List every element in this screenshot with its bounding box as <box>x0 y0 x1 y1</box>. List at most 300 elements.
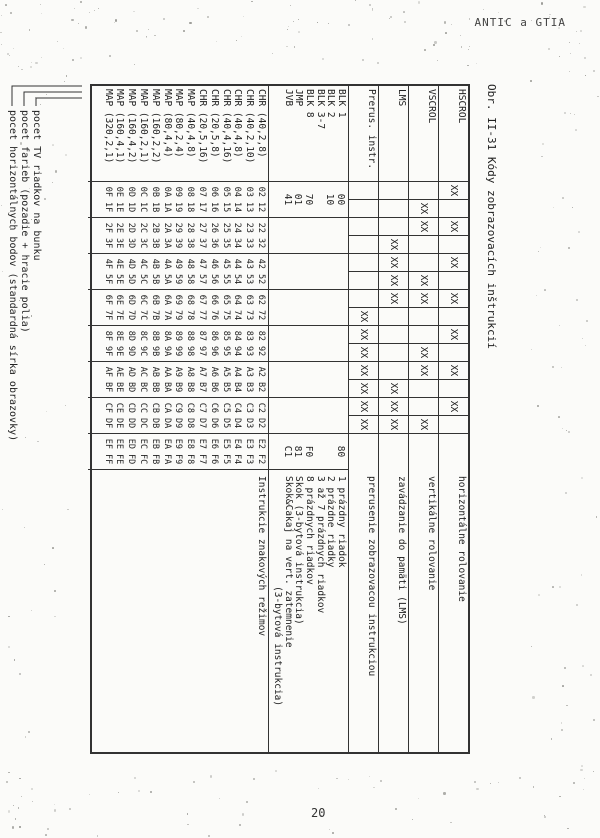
mode-code: 84 94 <box>232 330 243 357</box>
noise-speck <box>208 835 210 837</box>
noise-speck <box>586 320 588 322</box>
noise-speck <box>584 57 585 58</box>
blank-code <box>303 254 314 289</box>
noise-speck <box>551 738 553 740</box>
noise-speck <box>538 251 539 252</box>
noise-speck <box>109 55 111 57</box>
noise-speck <box>561 367 562 368</box>
mode-row-label: MAP (40,4,8) <box>185 89 197 158</box>
bit-cell: XX <box>439 398 468 416</box>
mode-code: 29 39 <box>173 222 184 249</box>
mode-code: E6 F6 <box>208 438 219 465</box>
mode-code: EF FF <box>102 438 113 465</box>
mode-code: 64 74 <box>232 294 243 321</box>
noise-speck <box>575 129 577 131</box>
noise-speck <box>498 782 499 783</box>
bit-cell: XX <box>409 344 438 362</box>
noise-speck <box>559 325 560 326</box>
blank-code <box>293 254 304 289</box>
noise-speck <box>562 685 564 687</box>
noise-speck <box>558 416 560 418</box>
noise-speck <box>572 207 573 208</box>
noise-speck <box>134 777 136 779</box>
noise-speck <box>583 6 585 8</box>
noise-speck <box>445 32 447 34</box>
mode-code: A5 B5 <box>220 366 231 393</box>
page-header: ANTIC a GTIA <box>474 16 566 29</box>
blank-description-line: 1 prázdny riadok <box>336 476 347 568</box>
noise-speck <box>390 16 392 18</box>
noise-speck <box>576 299 578 301</box>
mode-code-column <box>88 218 268 254</box>
mode-code: 8F 9F <box>102 330 113 357</box>
noise-speck <box>18 66 19 67</box>
mode-code: 67 77 <box>197 294 208 321</box>
blank-code <box>335 326 346 361</box>
rotated-figure <box>7 84 498 754</box>
blank-code <box>293 326 304 361</box>
prerus-description: prerusenie zobrazovacou instrukciou <box>366 476 377 677</box>
noise-speck <box>47 828 49 830</box>
bit-cell <box>379 308 408 326</box>
noise-speck <box>424 49 426 51</box>
mode-code-column <box>88 182 268 218</box>
mode-code: EA FA <box>161 438 172 465</box>
noise-speck <box>293 21 294 22</box>
noise-speck <box>580 30 582 32</box>
vscrol-description: vertikálne rolovanie <box>426 476 437 591</box>
mode-code: C3 D3 <box>244 402 255 429</box>
blank-description-line: 8 prázdnych riadkov <box>303 476 315 585</box>
noise-speck <box>15 818 16 819</box>
mode-code: 08 18 <box>185 186 196 213</box>
bit-cell <box>349 254 378 272</box>
blank-code <box>293 398 304 433</box>
noise-speck <box>114 22 115 23</box>
noise-speck <box>253 778 255 780</box>
noise-speck <box>31 788 32 789</box>
noise-speck <box>85 26 87 28</box>
mode-row-label: MAP (160,4,2) <box>126 89 138 164</box>
bit-cell <box>409 398 438 416</box>
blank-code-column <box>269 290 348 326</box>
noise-speck <box>404 21 406 23</box>
noise-speck <box>251 1 253 3</box>
noise-speck <box>288 26 290 28</box>
noise-speck <box>567 828 569 830</box>
bit-cell: XX <box>409 416 438 434</box>
mode-code: 06 16 <box>208 186 219 213</box>
noise-speck <box>573 782 574 783</box>
mode-code: 6A 7A <box>161 294 172 321</box>
noise-speck <box>561 722 562 723</box>
bit-cell: XX <box>349 380 378 398</box>
blank-code <box>325 218 336 253</box>
mode-code: AA BA <box>161 366 172 393</box>
noise-speck <box>64 81 65 82</box>
blank-code: F0 <box>302 445 314 458</box>
noise-speck <box>584 778 585 779</box>
bit-cell <box>439 236 468 254</box>
bit-cell: XX <box>349 344 378 362</box>
noise-speck <box>585 75 586 76</box>
noise-speck <box>568 431 570 433</box>
mode-row-label: CHR (40,4,8) <box>232 89 244 158</box>
mode-code: EB FB <box>149 438 160 465</box>
blank-code <box>303 398 314 433</box>
blank-row-label: BLK 2 <box>325 89 337 118</box>
noise-speck <box>469 46 470 47</box>
bit-cell <box>409 326 438 344</box>
noise-speck <box>294 46 296 48</box>
mode-code: 2D 3D <box>126 222 137 249</box>
noise-speck <box>389 18 390 19</box>
bit-cell <box>349 236 378 254</box>
bit-cell: XX <box>349 326 378 344</box>
mode-code: 24 34 <box>232 222 243 249</box>
mode-code: 65 75 <box>220 294 231 321</box>
noise-speck <box>569 42 570 43</box>
mode-code: EC FC <box>138 438 149 465</box>
mode-code: 68 78 <box>185 294 196 321</box>
noise-speck <box>476 788 478 790</box>
blank-code: 01 <box>292 193 304 206</box>
mode-code: 8E 9E <box>114 330 125 357</box>
mode-code: E9 F9 <box>173 438 184 465</box>
noise-speck <box>138 790 140 792</box>
noise-speck <box>355 0 356 1</box>
mode-code: 4A 5A <box>161 258 172 285</box>
noise-speck <box>328 23 329 24</box>
noise-speck <box>564 112 566 114</box>
mode-code: 4F 5F <box>102 258 113 285</box>
noise-speck <box>469 18 471 20</box>
blank-code <box>314 290 325 325</box>
noise-speck <box>372 10 373 11</box>
noise-speck <box>193 781 195 783</box>
noise-speck <box>98 8 99 9</box>
blank-code <box>314 362 325 397</box>
blank-code <box>335 218 346 253</box>
blank-description-line: 2 prázdne riadky <box>325 476 337 568</box>
noise-speck <box>133 11 135 13</box>
bit-cell: XX <box>439 362 468 380</box>
noise-speck <box>241 36 242 37</box>
mode-code: 0C 1C <box>138 186 149 213</box>
noise-speck <box>498 12 499 13</box>
mode-code: EE FE <box>114 438 125 465</box>
hscrol-label: HSCROL <box>439 86 468 182</box>
mode-code: 04 14 <box>232 186 243 213</box>
blank-code <box>325 434 336 469</box>
mode-row-label: CHR (20,5,8) <box>208 89 220 158</box>
blank-code <box>282 362 293 397</box>
mode-code-column <box>88 290 268 326</box>
mode-code: 89 99 <box>173 330 184 357</box>
mode-code: C9 D9 <box>173 402 184 429</box>
mode-row-label: CHR (40,4,16) <box>220 89 232 164</box>
noise-speck <box>89 794 90 795</box>
mode-row-label: MAP (80,4,4) <box>161 89 173 158</box>
noise-speck <box>80 57 82 59</box>
mode-code: 09 19 <box>173 186 184 213</box>
noise-speck <box>597 96 598 97</box>
mode-code: 25 35 <box>220 222 231 249</box>
noise-speck <box>216 41 217 42</box>
mode-code: 0F 1F <box>102 186 113 213</box>
page-number: 20 <box>311 806 326 820</box>
bit-cell <box>439 344 468 362</box>
noise-speck <box>553 207 554 208</box>
mode-code: E2 F2 <box>256 438 266 465</box>
lms-label: LMS <box>379 86 408 182</box>
mode-code: 2B 3B <box>149 222 160 249</box>
noise-speck <box>369 4 371 6</box>
prerus-row <box>348 86 378 752</box>
blank-code-column <box>269 434 348 470</box>
noise-speck <box>380 780 382 782</box>
mode-code-column <box>88 398 268 434</box>
blank-description-line: (3-bytová instrukcia) <box>271 586 283 707</box>
bit-cell: XX <box>349 362 378 380</box>
mode-code: E4 F4 <box>232 438 243 465</box>
noise-speck <box>460 35 461 36</box>
noise-speck <box>74 8 75 9</box>
blank-code <box>314 326 325 361</box>
noise-speck <box>580 769 582 771</box>
mode-code: 88 98 <box>185 330 196 357</box>
noise-speck <box>290 5 291 6</box>
noise-speck <box>451 24 452 25</box>
noise-speck <box>362 59 364 61</box>
noise-speck <box>207 16 209 18</box>
noise-speck <box>80 1 82 3</box>
bit-cell: XX <box>379 380 408 398</box>
mode-code: A8 B8 <box>185 366 196 393</box>
noise-speck <box>434 41 436 43</box>
noise-speck <box>57 41 58 42</box>
mode-code: AF BF <box>102 366 113 393</box>
noise-speck <box>197 8 198 9</box>
noise-speck <box>348 24 350 26</box>
noise-speck <box>483 9 484 10</box>
noise-speck <box>569 71 570 72</box>
noise-speck <box>9 55 10 56</box>
blank-code <box>303 326 314 361</box>
blank-row-label: JVB <box>282 89 294 107</box>
noise-speck <box>467 65 468 66</box>
mode-code: 4E 5E <box>114 258 125 285</box>
noise-speck <box>593 771 594 772</box>
bit-cell: XX <box>409 290 438 308</box>
noise-speck <box>8 810 10 812</box>
noise-speck <box>19 778 21 780</box>
mode-code: C4 D4 <box>232 402 243 429</box>
noise-speck <box>272 53 273 54</box>
blank-code <box>325 362 336 397</box>
mode-row-label: CHR (40,2,8) <box>256 89 267 158</box>
bit-cell <box>349 200 378 218</box>
noise-speck <box>72 59 74 61</box>
mode-row-label: MAP (160,2,2) <box>149 89 161 164</box>
noise-speck <box>89 12 90 13</box>
noise-speck <box>377 62 379 64</box>
blank-code-column <box>269 326 348 362</box>
bit-cell: XX <box>349 398 378 416</box>
noise-speck <box>548 48 550 50</box>
noise-speck <box>115 19 117 21</box>
noise-speck <box>582 338 584 340</box>
blank-block <box>268 86 348 752</box>
mode-code: CD DD <box>126 402 137 429</box>
noise-speck <box>530 80 532 82</box>
noise-speck <box>118 792 120 794</box>
mode-code: C5 D5 <box>220 402 231 429</box>
noise-speck <box>336 778 337 779</box>
mode-code: 2A 3A <box>161 222 172 249</box>
bit-cell <box>439 308 468 326</box>
noise-speck <box>562 428 563 429</box>
blank-description-line: 3 až 7 prázdnych riadkov <box>314 476 326 614</box>
blank-code <box>314 398 325 433</box>
mode-code: 6D 7D <box>126 294 137 321</box>
mode-row-label: CHR (40,2,10) <box>244 89 256 164</box>
mode-code: 03 13 <box>244 186 255 213</box>
noise-speck <box>570 53 571 54</box>
mode-code: 66 76 <box>208 294 219 321</box>
mode-code: 69 79 <box>173 294 184 321</box>
noise-speck <box>579 43 580 44</box>
noise-speck <box>533 786 534 787</box>
blank-code <box>282 218 293 253</box>
mode-row-label: MAP (160,4,1) <box>114 89 126 164</box>
noise-speck <box>476 63 477 64</box>
lms-row <box>378 86 408 752</box>
noise-speck <box>317 22 318 23</box>
instruction-code-table <box>90 84 470 754</box>
blank-code <box>303 218 314 253</box>
mode-code: AE BE <box>114 366 125 393</box>
blank-code <box>293 290 304 325</box>
noise-speck <box>31 62 32 63</box>
noise-speck <box>564 667 565 668</box>
noise-speck <box>561 729 563 731</box>
noise-speck <box>239 824 241 826</box>
mode-code: 6F 7F <box>102 294 113 321</box>
noise-speck <box>150 791 152 793</box>
mode-code: CA DA <box>161 402 172 429</box>
mode-code: 26 36 <box>208 222 219 249</box>
blank-description-line: Skok&Cakaj na vert. zatemnenie <box>282 476 294 648</box>
bit-cell: XX <box>379 272 408 290</box>
noise-speck <box>519 777 520 778</box>
prerus-label: Prerus. instr. <box>349 86 378 182</box>
mode-code: E8 F8 <box>185 438 196 465</box>
mode-code: 82 92 <box>256 330 266 357</box>
bit-cell <box>409 308 438 326</box>
bit-cell: XX <box>379 290 408 308</box>
noise-speck <box>566 705 567 706</box>
mode-code: 07 17 <box>197 186 208 213</box>
legend-line-rows: pocet TV riadkov na bunku <box>31 110 42 261</box>
mode-row-label: CHR (20,5,16) <box>197 89 209 164</box>
mode-code: ED FD <box>126 438 137 465</box>
bit-cell <box>349 290 378 308</box>
blank-code <box>325 398 336 433</box>
bit-cell: XX <box>409 200 438 218</box>
noise-speck <box>29 29 31 31</box>
blank-code-column <box>269 182 348 218</box>
noise-speck <box>490 783 491 784</box>
bit-cell <box>409 236 438 254</box>
noise-speck <box>236 40 237 41</box>
noise-speck <box>40 4 41 5</box>
bit-cell <box>379 218 408 236</box>
mode-code: 6E 7E <box>114 294 125 321</box>
noise-speck <box>552 586 554 588</box>
noise-speck <box>134 64 135 65</box>
mode-code: 42 52 <box>256 258 266 285</box>
noise-speck <box>531 349 533 351</box>
noise-speck <box>54 804 55 805</box>
noise-speck <box>1 15 2 16</box>
noise-speck <box>403 11 405 13</box>
mode-code: CF DF <box>102 402 113 429</box>
mode-code: 44 54 <box>232 258 243 285</box>
blank-code <box>293 218 304 253</box>
legend-line-colors: pocet farieb (pozadie + hracie polia) <box>19 110 30 333</box>
noise-speck <box>210 775 212 777</box>
mode-code: AC BC <box>138 366 149 393</box>
blank-code: 70 <box>302 193 314 206</box>
bit-cell <box>409 254 438 272</box>
mode-code: 23 33 <box>244 222 255 249</box>
noise-speck <box>582 665 584 667</box>
blank-row-label: BLK 1 <box>336 89 347 118</box>
noise-speck <box>372 38 373 39</box>
blank-descriptions <box>269 470 348 756</box>
noise-speck <box>94 10 95 11</box>
noise-speck <box>19 826 20 827</box>
blank-code <box>282 398 293 433</box>
noise-speck <box>443 792 445 794</box>
mode-code: C8 D8 <box>185 402 196 429</box>
blank-code <box>325 254 336 289</box>
mode-code: 63 73 <box>244 294 255 321</box>
noise-speck <box>576 604 578 606</box>
mode-code: 6B 7B <box>149 294 160 321</box>
noise-speck <box>71 19 73 21</box>
bit-cell <box>379 182 408 200</box>
noise-speck <box>562 197 564 199</box>
bit-cell <box>379 362 408 380</box>
mode-code: 0D 1D <box>126 186 137 213</box>
mode-code: CE DE <box>114 402 125 429</box>
noise-speck <box>12 826 14 828</box>
mode-code: 05 15 <box>220 186 231 213</box>
bit-cell <box>439 380 468 398</box>
blank-code-column <box>269 398 348 434</box>
noise-speck <box>286 46 288 48</box>
noise-speck <box>395 808 397 810</box>
mode-code: 0B 1B <box>149 186 160 213</box>
blank-labels <box>269 86 348 182</box>
bit-cell: XX <box>349 416 378 434</box>
bit-cell: XX <box>379 236 408 254</box>
noise-speck <box>412 819 413 820</box>
bit-cell: XX <box>439 326 468 344</box>
mode-code: 8C 9C <box>138 330 149 357</box>
